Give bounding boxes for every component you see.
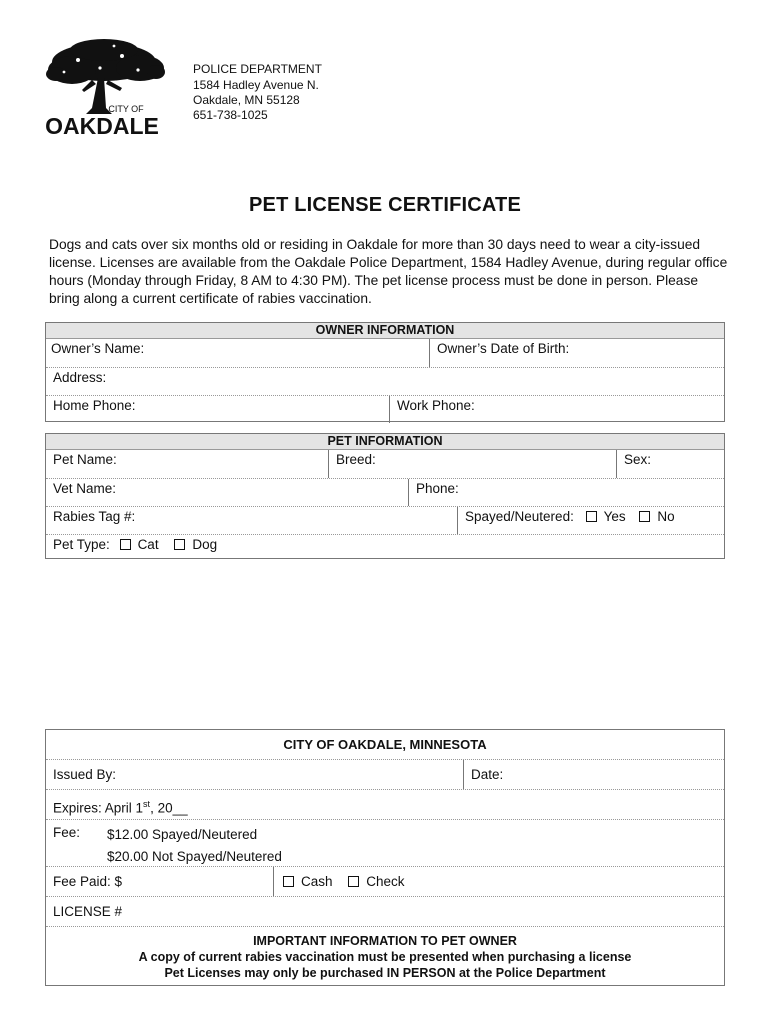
cash-checkbox[interactable]	[283, 876, 294, 887]
address-field[interactable]	[46, 368, 724, 395]
fee-paid-field[interactable]	[46, 867, 273, 896]
issued-by-field[interactable]	[46, 760, 463, 789]
pet-type-dog-checkbox[interactable]	[174, 539, 185, 550]
home-phone-field[interactable]	[46, 396, 389, 423]
street-address: 1584 Hadley Avenue N.	[193, 78, 319, 92]
fee-row	[46, 820, 724, 867]
check-checkbox[interactable]	[348, 876, 359, 887]
important-heading: IMPORTANT INFORMATION TO PET OWNER	[253, 934, 517, 948]
intro-paragraph: Dogs and cats over six months old or residing in Oakdale for more than 30 days need to wear a city-issued license. Licenses are available from the Oakdale Police Department, 1584 Hadley Avenue, during regular office hours (Monday through Friday, 8 AM to 4:30 PM). The pet license process must be done in person. Please bring along a current certificate of rabies vaccination.	[49, 237, 728, 306]
date-label: Date:	[471, 767, 504, 782]
office-heading: CITY OF OAKDALE, MINNESOTA	[46, 730, 724, 760]
owner-name-row	[46, 339, 724, 368]
phone-row	[46, 396, 724, 423]
breed-label: Breed:	[336, 452, 376, 467]
cash-label: Cash	[301, 874, 333, 889]
fee-paid-row	[46, 867, 724, 897]
issued-by-label: Issued By:	[53, 767, 117, 782]
owner-dob-label: Owner’s Date of Birth:	[437, 341, 570, 356]
vet-row	[46, 479, 724, 507]
home-phone-label: Home Phone:	[53, 398, 136, 413]
rabies-row	[46, 507, 724, 535]
rabies-tag-label: Rabies Tag #:	[53, 509, 136, 524]
pet-name-label: Pet Name:	[53, 452, 117, 467]
fee-label: Fee:	[53, 825, 81, 840]
office-use-section	[45, 729, 725, 986]
logo-small-text: CITY OF	[108, 104, 144, 114]
spayed-no-label: No	[657, 509, 675, 524]
address-label: Address:	[53, 370, 107, 385]
important-info	[46, 927, 724, 991]
spayed-yes-label: Yes	[603, 509, 626, 524]
owner-dob-field[interactable]	[429, 339, 724, 367]
pet-name-row	[46, 450, 724, 479]
payment-method-field	[273, 867, 724, 896]
vet-phone-field[interactable]	[408, 479, 724, 506]
fee-paid-label: Fee Paid: $	[53, 874, 123, 889]
owner-information-section	[45, 322, 725, 422]
spayed-yes-checkbox[interactable]	[586, 511, 597, 522]
sex-label: Sex:	[624, 452, 652, 467]
work-phone-field[interactable]	[389, 396, 724, 423]
fee-schedule	[107, 824, 282, 868]
license-number-field[interactable]	[46, 897, 724, 926]
fee-spayed: $12.00 Spayed/Neutered	[107, 827, 258, 842]
fee-not-spayed: $20.00 Not Spayed/Neutered	[107, 849, 282, 864]
pet-type-row	[46, 535, 724, 562]
rabies-tag-field[interactable]	[46, 507, 457, 534]
pet-type-dog-label: Dog	[192, 537, 218, 552]
check-label: Check	[366, 874, 405, 889]
oak-tree-icon	[42, 38, 166, 138]
vet-name-field[interactable]	[46, 479, 408, 506]
city-logo	[42, 38, 166, 138]
pet-type-label: Pet Type:	[53, 537, 110, 552]
pet-section-heading: PET INFORMATION	[46, 434, 724, 450]
expires-row	[46, 790, 724, 820]
spayed-no-checkbox[interactable]	[639, 511, 650, 522]
pet-information-section	[45, 433, 725, 559]
date-field[interactable]	[463, 760, 724, 789]
logo-big-text: OAKDALE	[45, 113, 159, 138]
important-line-2: Pet Licenses may only be purchased IN PERSON at the Police Department	[164, 966, 606, 980]
sex-field[interactable]	[616, 450, 724, 478]
work-phone-label: Work Phone:	[397, 398, 475, 413]
pet-type-cat-checkbox[interactable]	[120, 539, 131, 550]
vet-phone-label: Phone:	[416, 481, 459, 496]
address-row	[46, 368, 724, 396]
license-number-label: LICENSE #	[53, 904, 123, 919]
vet-name-label: Vet Name:	[53, 481, 117, 496]
expires-suffix: , 20__	[150, 800, 188, 816]
department-name: POLICE DEPARTMENT	[193, 62, 322, 76]
pet-type-field	[46, 535, 724, 562]
owner-name-label: Owner’s Name:	[51, 341, 145, 356]
important-line-1: A copy of current rabies vaccination must be presented when purchasing a license	[138, 950, 632, 964]
pet-type-cat-label: Cat	[137, 537, 159, 552]
page-title: PET LICENSE CERTIFICATE	[248, 194, 522, 216]
expires-prefix: Expires: April 1	[53, 800, 144, 816]
breed-field[interactable]	[328, 450, 616, 478]
city-address: Oakdale, MN 55128	[193, 93, 300, 107]
owner-name-field[interactable]	[46, 339, 429, 367]
department-phone: 651-738-1025	[193, 108, 268, 122]
spayed-neutered-field	[457, 507, 724, 534]
license-row	[46, 897, 724, 927]
expires-superscript: st	[143, 799, 151, 809]
issued-row	[46, 760, 724, 790]
spayed-neutered-label: Spayed/Neutered:	[465, 509, 574, 524]
expires-field	[46, 790, 724, 819]
pet-name-field[interactable]	[46, 450, 328, 478]
owner-section-heading: OWNER INFORMATION	[46, 323, 724, 339]
